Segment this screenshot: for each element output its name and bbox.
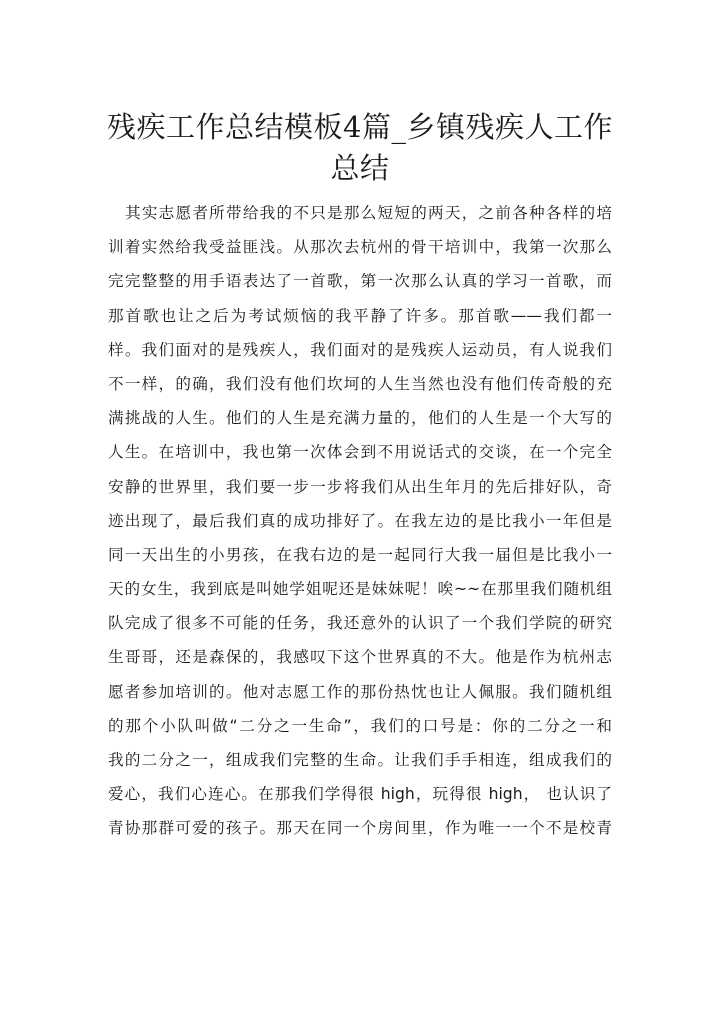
body-line: 人生。在培训中，我也第一次体会到不用说话式的交谈，在一个完全 [108, 443, 612, 462]
body-line: 的那个小队叫做“二分之一生命”，我们的口号是：你的二分之一和 [108, 716, 612, 735]
body-line: 安静的世界里，我们要一步一步将我们从出生年月的先后排好队，奇 [108, 477, 612, 496]
body-line: 完完整整的用手语表达了一首歌，第一次那么认真的学习一首歌，而 [108, 272, 612, 291]
document-title: 残疾工作总结模板4篇_乡镇残疾人工作总结 [107, 110, 613, 185]
body-line: 迹出现了，最后我们真的成功排好了。在我左边的是比我小一年但是 [108, 511, 612, 530]
body-line: 队完成了很多不可能的任务，我还意外的认识了一个我们学院的研究 [108, 614, 612, 633]
body-line: 愿者参加培训的。他对志愿工作的那份热忱也让人佩服。我们随机组 [108, 682, 612, 701]
body-line: 其实志愿者所带给我的不只是那么短短的两天，之前各种各样的培 [125, 204, 612, 222]
document-body [108, 196, 612, 846]
body-line: 训着实然给我受益匪浅。从那次去杭州的骨干培训中，我第一次那么 [108, 238, 612, 257]
body-line: 不一样，的确，我们没有他们坎坷的人生当然也没有他们传奇般的充 [108, 374, 612, 393]
body-line: 青协那群可爱的孩子。那天在同一个房间里，作为唯一一个不是校青 [108, 819, 612, 838]
body-line: 同一天出生的小男孩，在我右边的是一起同行大我一届但是比我小一 [108, 545, 612, 564]
body-line: 满挑战的人生。他们的人生是充满力量的，他们的人生是一个大写的 [108, 409, 612, 428]
body-line: 那首歌也让之后为考试烦恼的我平静了许多。那首歌——我们都一 [108, 306, 612, 325]
body-line: 爱心，我们心连心。在那我们学得很 high，玩得很 high， 也认识了 [108, 785, 612, 804]
body-line: 天的女生，我到底是叫她学姐呢还是妹妹呢！唉~~在那里我们随机组 [108, 580, 612, 599]
body-line: 我的二分之一，组成我们完整的生命。让我们手手相连，组成我们的 [108, 751, 612, 769]
body-line: 生哥哥，还是森保的，我感叹下这个世界真的不大。他是作为杭州志 [108, 648, 612, 667]
body-line: 样。我们面对的是残疾人，我们面对的是残疾人运动员，有人说我们 [108, 340, 612, 359]
